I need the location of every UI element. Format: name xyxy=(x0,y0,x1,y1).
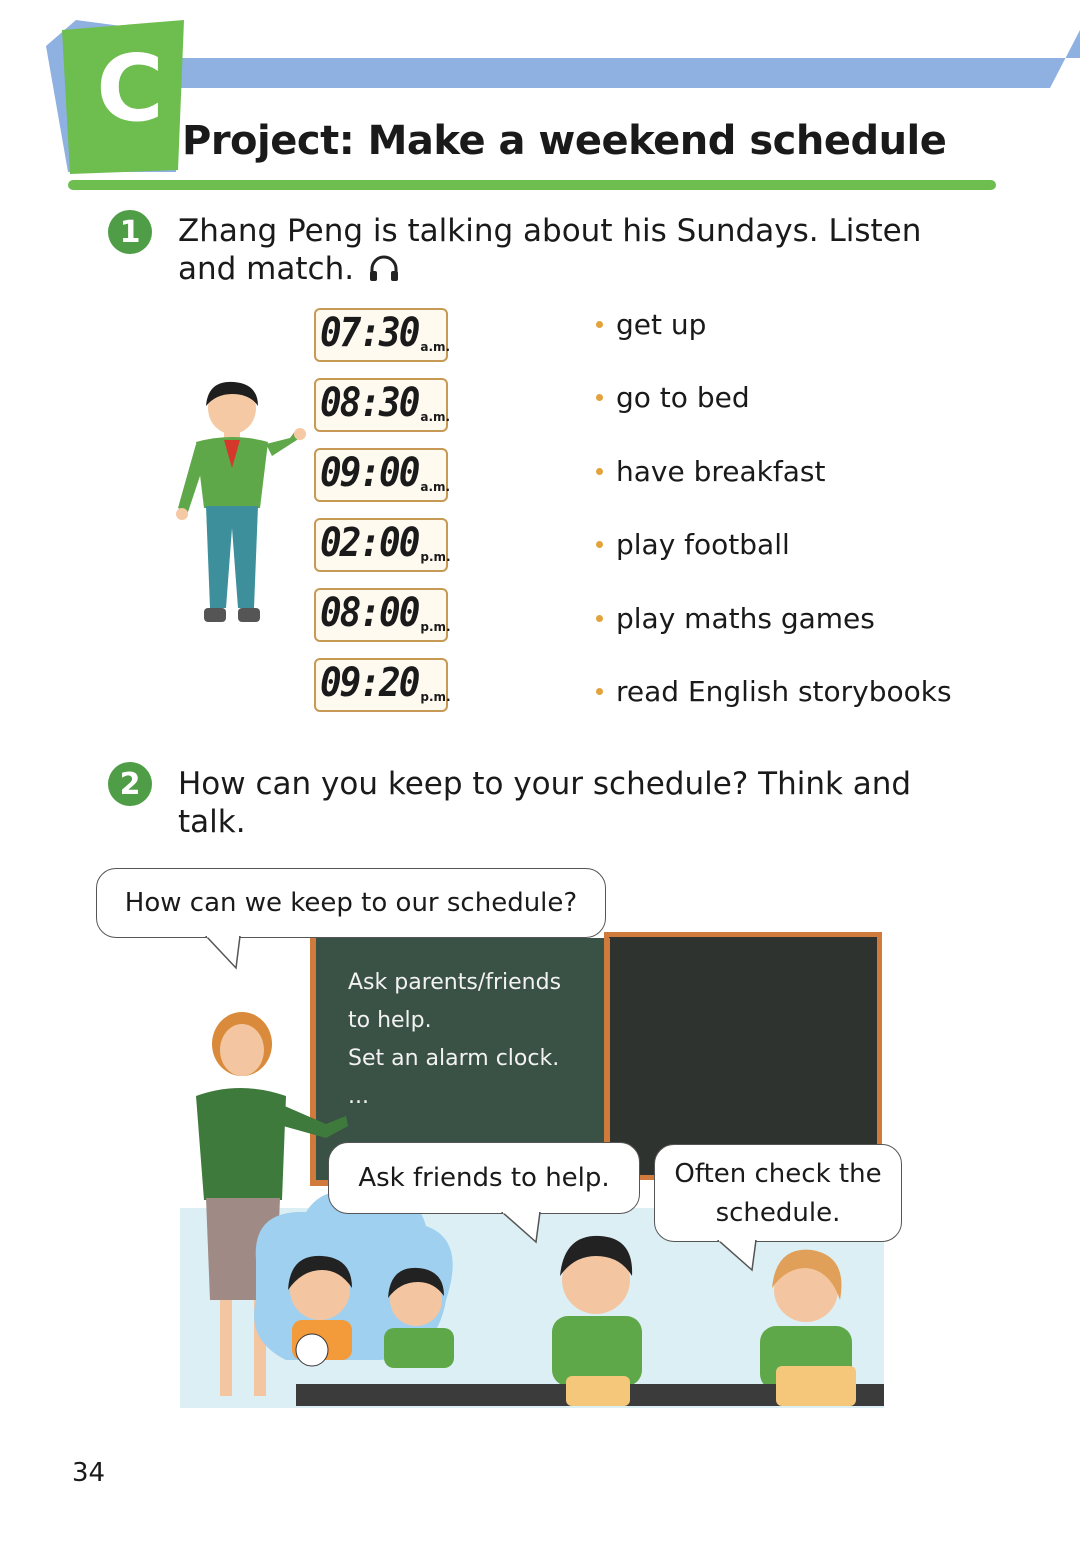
match-dot[interactable] xyxy=(596,321,603,328)
boy-speech-bubble xyxy=(328,1142,640,1214)
activity-have-breakfast[interactable] xyxy=(596,455,825,488)
clock-time-text: 07:30 xyxy=(320,310,419,356)
page-number: 34 xyxy=(72,1458,106,1488)
clock-time-text: 09:20 xyxy=(320,660,419,706)
boy-bubble-tail xyxy=(500,1212,544,1244)
clock-time-4[interactable] xyxy=(314,518,451,572)
clock-period: a.m. xyxy=(420,410,451,424)
activity-get-up[interactable] xyxy=(596,308,706,341)
exercise-2-instruction: How can you keep to your schedule? Think and talk. xyxy=(178,766,912,840)
clock-period: p.m. xyxy=(420,690,451,704)
activity-play-maths-games[interactable] xyxy=(596,602,875,635)
section-badge xyxy=(88,34,172,144)
clock-period: p.m. xyxy=(420,550,451,564)
clock-time-3[interactable] xyxy=(314,448,451,502)
match-dot[interactable] xyxy=(596,394,603,401)
page-title: Project: Make a weekend schedule xyxy=(182,118,947,164)
exercise-number-2: 2 xyxy=(108,762,152,806)
activity-label: play football xyxy=(616,528,790,561)
headphones-icon[interactable] xyxy=(368,253,400,283)
activity-read-english-storybooks[interactable] xyxy=(596,675,952,708)
girl-bubble-tail xyxy=(716,1240,760,1272)
clock-period: p.m. xyxy=(420,620,451,634)
activity-label: go to bed xyxy=(616,381,750,414)
teacher-speech-bubble xyxy=(96,868,606,938)
clock-time-text: 02:00 xyxy=(320,520,419,566)
match-dot[interactable] xyxy=(596,468,603,475)
activity-label: play maths games xyxy=(616,602,875,635)
board-line-1: Ask parents/friends xyxy=(348,970,562,995)
exercise-number-1: 1 xyxy=(108,210,152,254)
board-line-2: to help. xyxy=(348,1008,432,1033)
activity-label: have breakfast xyxy=(616,455,826,488)
title-underline xyxy=(68,180,996,190)
clock-time-6[interactable] xyxy=(314,658,451,712)
match-dot[interactable] xyxy=(596,541,603,548)
zhang-peng-illustration xyxy=(160,378,310,638)
section-badge-letter: C xyxy=(96,35,164,142)
girl-speech-bubble xyxy=(654,1144,902,1242)
activity-play-football[interactable] xyxy=(596,528,790,561)
exercise-1-text: Zhang Peng is talking about his Sundays. Listen and match. xyxy=(178,213,922,287)
activity-label: read English storybooks xyxy=(616,675,952,708)
teacher-speech-text: How can we keep to our schedule? xyxy=(124,888,578,918)
clock-time-text: 08:30 xyxy=(320,380,419,426)
boy-speech-text: Ask friends to help. xyxy=(358,1163,610,1193)
activity-label: get up xyxy=(616,308,707,341)
clock-time-5[interactable] xyxy=(314,588,451,642)
clock-time-1[interactable] xyxy=(314,308,451,362)
board-line-3: Set an alarm clock. xyxy=(348,1046,560,1071)
exercise-1-instruction xyxy=(178,212,958,288)
clock-period: a.m. xyxy=(420,340,451,354)
teacher-bubble-tail xyxy=(204,936,244,970)
activity-go-to-bed[interactable] xyxy=(596,381,750,414)
clock-time-2[interactable] xyxy=(314,378,451,432)
clock-period: a.m. xyxy=(420,480,451,494)
match-dot[interactable] xyxy=(596,615,603,622)
match-dot[interactable] xyxy=(596,688,603,695)
girl-speech-line-1: Often check the xyxy=(674,1159,882,1189)
clock-time-text: 09:00 xyxy=(320,450,419,496)
girl-speech-line-2: schedule. xyxy=(715,1198,841,1228)
board-line-4: ... xyxy=(348,1084,369,1109)
clock-time-text: 08:00 xyxy=(320,590,419,636)
